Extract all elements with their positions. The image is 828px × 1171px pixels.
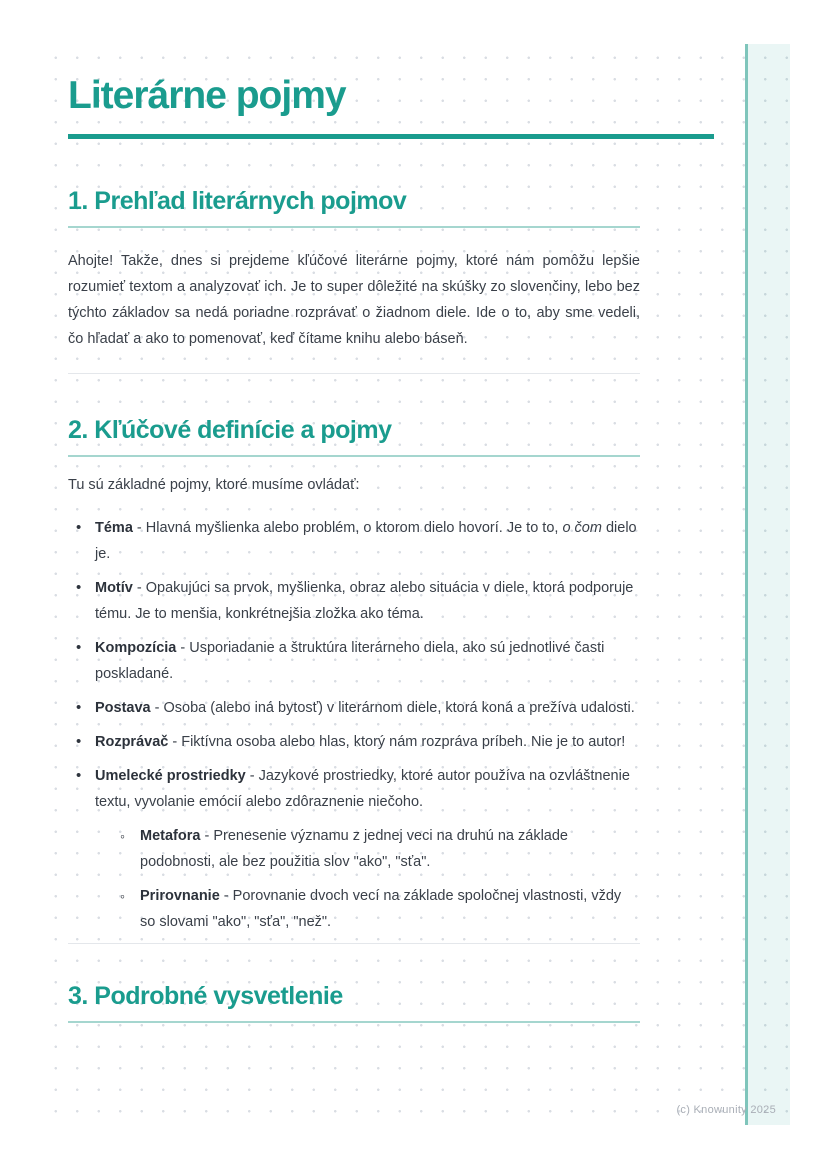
list-item-metafora [95,823,640,875]
list-item-rozpravac [68,729,640,755]
list-item-tema [68,515,640,567]
term-label: Rozprávač [95,734,169,750]
term-definition: - Hlavná myšlienka alebo problém, o ktorom dielo hovorí. Je to to, [132,520,563,536]
document-content [68,44,714,1023]
term-definition: - Usporiadanie a štruktúra literárneho diela, ako sú jednotlivé časti poskladané. [95,640,605,682]
term-label: Motív [95,580,133,596]
term-definition-italic: o čom [562,520,602,536]
paper-sheet [40,44,790,1125]
section-1-heading: 1. Prehľad literárnych pojmov [68,185,640,228]
section-divider [68,373,640,374]
list-item-umelecke-prostriedky [68,763,640,935]
list-item-prirovnanie [95,883,640,935]
term-label: Prirovnanie [140,888,220,904]
list-item-postava [68,695,640,721]
term-definition: - Fiktívna osoba alebo hlas, ktorý nám rozpráva príbeh. Nie je to autor! [168,734,626,750]
sub-terms-list [95,823,640,935]
section-1-paragraph: Ahojte! Takže, dnes si prejdeme kľúčové literárne pojmy, ktoré nám pomôžu lepšie rozumieť textom a analyzovať ich. Je to super dôležité na skúšky zo slovenčiny, lebo bez týchto základov sa nedá poriadne rozprávať o žiadnom diele. Ide o to, aby sme vedeli, čo hľadať a ako to pomenovať, keď čítame knihu alebo báseň. [68,253,640,347]
term-label: Umelecké prostriedky [95,768,246,784]
term-definition: - Prenesenie významu z jednej veci na druhú na základe podobnosti, ale bez použitia slov "ako", "sťa". [140,828,568,870]
section-2-heading: 2. Kľúčové definície a pojmy [68,414,640,457]
side-accent-band [745,44,790,1125]
term-label: Kompozícia [95,640,177,656]
section-3-heading: 3. Podrobné vysvetlenie [68,980,640,1023]
section-detailed-explanation [68,980,714,1023]
terms-list [68,515,640,935]
term-label: Metafora [140,828,201,844]
list-item-kompozicia [68,635,640,687]
section-definitions [68,414,714,935]
term-definition: - Opakujúci sa prvok, myšlienka, obraz alebo situácia v diele, ktorá podporuje tému. Je to menšia, konkrétnejšia zložka ako téma. [95,580,634,622]
section-divider [68,943,640,944]
term-definition-tail: dielo je. [95,520,637,562]
term-definition: - Osoba (alebo iná bytosť) v literárnom diele, ktorá koná a prežíva udalosti. [150,700,635,716]
section-2-intro: Tu sú základné pojmy, ktoré musíme ovládať: [68,477,360,493]
page-title: Literárne pojmy [68,74,346,117]
title-rule [68,134,714,139]
list-item-motiv [68,575,640,627]
term-label: Postava [95,700,151,716]
section-overview [68,185,714,352]
copyright-footer: (c) Knowunity 2025 [676,1104,776,1116]
term-definition: - Jazykové prostriedky, ktoré autor používa na ozvláštnenie textu, vyvolanie emócií alebo zdôraznenie niečoho. [95,768,630,810]
term-label: Téma [95,520,133,536]
term-definition: - Porovnanie dvoch vecí na základe spoločnej vlastnosti, vždy so slovami "ako", "sťa", "než". [140,888,622,930]
